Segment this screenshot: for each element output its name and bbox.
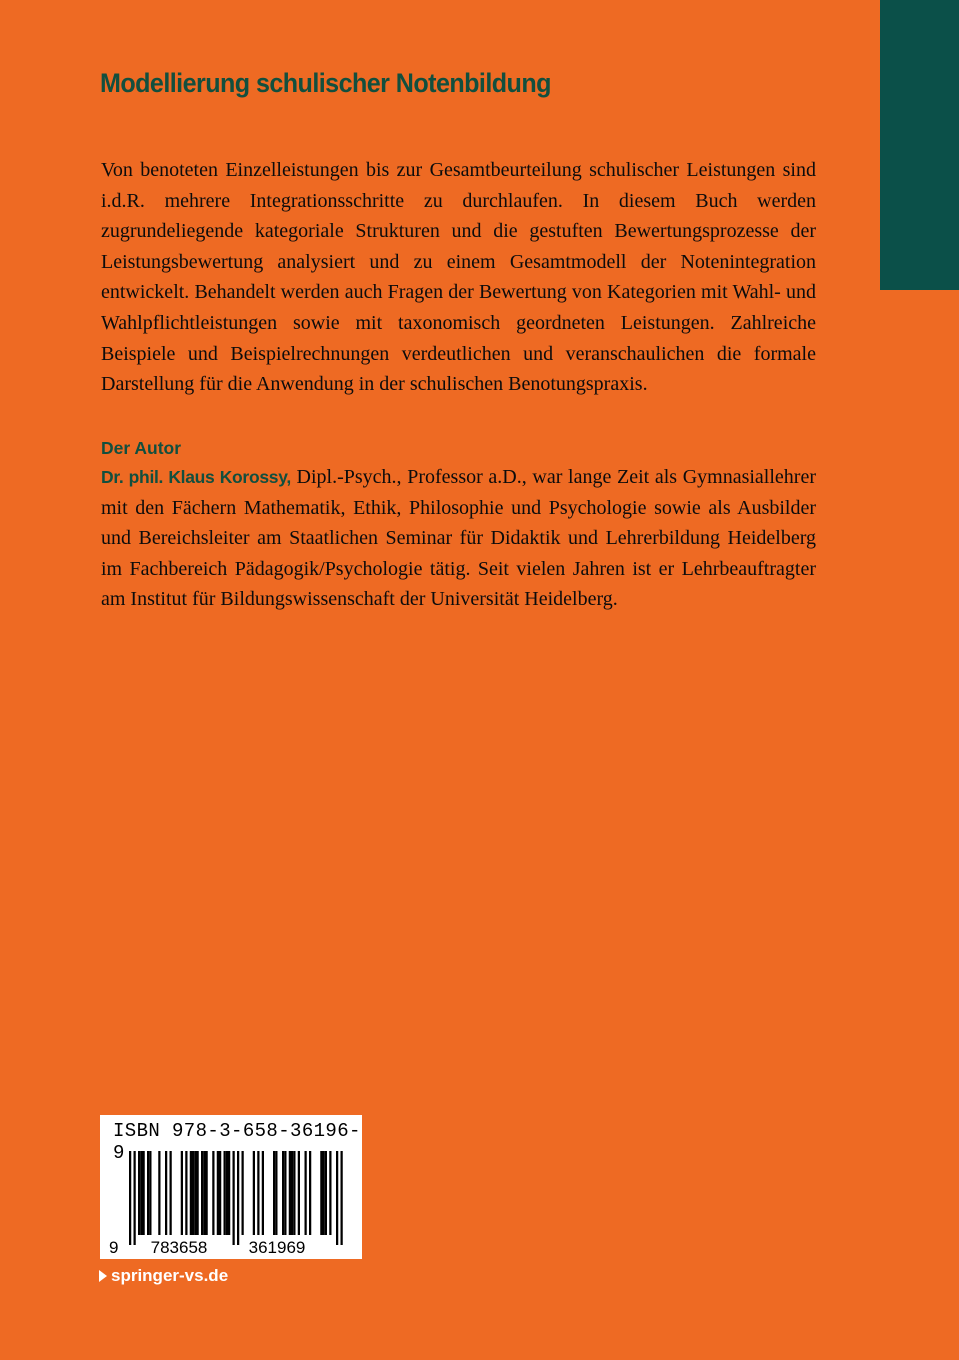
- barcode-bar: [336, 1151, 338, 1245]
- barcode-bar: [291, 1151, 293, 1235]
- barcode-bar: [320, 1151, 322, 1235]
- barcode-bar: [253, 1151, 255, 1235]
- barcode-bar: [140, 1151, 142, 1235]
- barcode-bar: [309, 1151, 311, 1235]
- publisher-link[interactable]: [99, 1266, 228, 1286]
- barcode-bar: [325, 1151, 327, 1235]
- corner-color-band: [880, 0, 959, 290]
- barcode-bar: [147, 1151, 149, 1235]
- book-blurb: Von benoteten Einzelleistungen bis zur Gesamtbeurteilung schulischer Leistungen sind i.d.R. mehrere Integrationsschritte zu durchlaufen. In diesem Buch werden zugrundeliegende kategoriale Strukturen und die gestuften Bewertungsprozesse der Leistungsbewertung analysiert und zu einem Gesamtmodell der Notenintegration entwickelt. Behandelt werden auch Fragen der Bewertung von Kategorien mit Wahl- und Wahlpflichtleistungen sowie mit taxonomisch geordneten Leistungen. Zahlreiche Beispiele und Beispielrechnungen verdeutlichen und veranschaulichen die formale Darstellung für die Anwendung in der schulischen Benotungspraxis.: [101, 159, 816, 396]
- barcode-bar: [305, 1151, 307, 1235]
- barcode-bar: [203, 1151, 205, 1235]
- barcode-bar: [194, 1151, 196, 1235]
- barcode-bars: [100, 1115, 362, 1259]
- author-bio-paragraph: [101, 462, 816, 615]
- barcode-bar: [329, 1151, 331, 1235]
- barcode-bar: [192, 1151, 194, 1235]
- barcode-bar: [197, 1151, 199, 1235]
- barcode-bar: [293, 1151, 295, 1235]
- ean-right-group: 361969: [248, 1238, 306, 1257]
- barcode-bar: [185, 1151, 187, 1235]
- barcode-bar: [226, 1151, 228, 1235]
- book-title: Modellierung schulischer Notenbildung: [100, 68, 551, 98]
- barcode-bar: [219, 1151, 221, 1235]
- ean-first-digit: 9: [109, 1238, 119, 1257]
- barcode-bar: [149, 1151, 151, 1235]
- barcode-bar: [138, 1151, 140, 1235]
- ean-left-group: 783658: [150, 1238, 208, 1257]
- publisher-link-text[interactable]: springer-vs.de: [111, 1266, 229, 1285]
- barcode-bar: [224, 1151, 226, 1235]
- barcode-bar: [134, 1151, 136, 1245]
- barcode-bar: [165, 1151, 167, 1235]
- barcode-bar: [212, 1151, 214, 1235]
- barcode-bar: [289, 1151, 291, 1235]
- barcode-bar: [237, 1151, 239, 1245]
- barcode-bar: [129, 1151, 131, 1245]
- barcode-bar: [275, 1151, 277, 1235]
- author-name: Dr. phil. Klaus Korossy,: [101, 467, 291, 487]
- triangle-right-icon: [99, 1270, 107, 1282]
- barcode-bar: [206, 1151, 208, 1235]
- barcode-bar: [323, 1151, 325, 1235]
- barcode-bar: [217, 1151, 219, 1235]
- isbn-label: ISBN 978-3-658-36196-9: [113, 1120, 361, 1164]
- barcode-bar: [201, 1151, 203, 1235]
- barcode-bar: [143, 1151, 145, 1235]
- barcode-bar: [284, 1151, 286, 1235]
- barcode-bar: [262, 1151, 264, 1235]
- barcode-bar: [273, 1151, 275, 1235]
- barcode-bar: [242, 1151, 244, 1235]
- barcode-bar: [190, 1151, 192, 1235]
- barcode-bar: [282, 1151, 284, 1235]
- author-heading: Der Autor: [101, 438, 182, 458]
- barcode-bar: [228, 1151, 230, 1235]
- barcode-bar: [233, 1151, 235, 1245]
- barcode-bar: [158, 1151, 160, 1235]
- barcode-bar: [181, 1151, 183, 1235]
- barcode-bar: [257, 1151, 259, 1235]
- barcode-bar: [341, 1151, 343, 1245]
- author-bio-text: Dipl.-Psych., Professor a.D., war lange Zeit als Gymnasiallehrer mit den Fächern Mathematik, Ethik, Philosophie und Psychologie sowie als Ausbilder und Bereichsleiter am Staatlichen Seminar für Didaktik und Lehrerbildung Heidelberg im Fachbereich Pädagogik/Psychologie tätig. Seit vielen Jahren ist er Lehrbeauftragter am Institut für Bildungswissenschaft der Universität Heidelberg.: [101, 466, 816, 611]
- barcode-bar: [170, 1151, 172, 1235]
- isbn-barcode: [100, 1115, 362, 1259]
- barcode-bar: [298, 1151, 300, 1235]
